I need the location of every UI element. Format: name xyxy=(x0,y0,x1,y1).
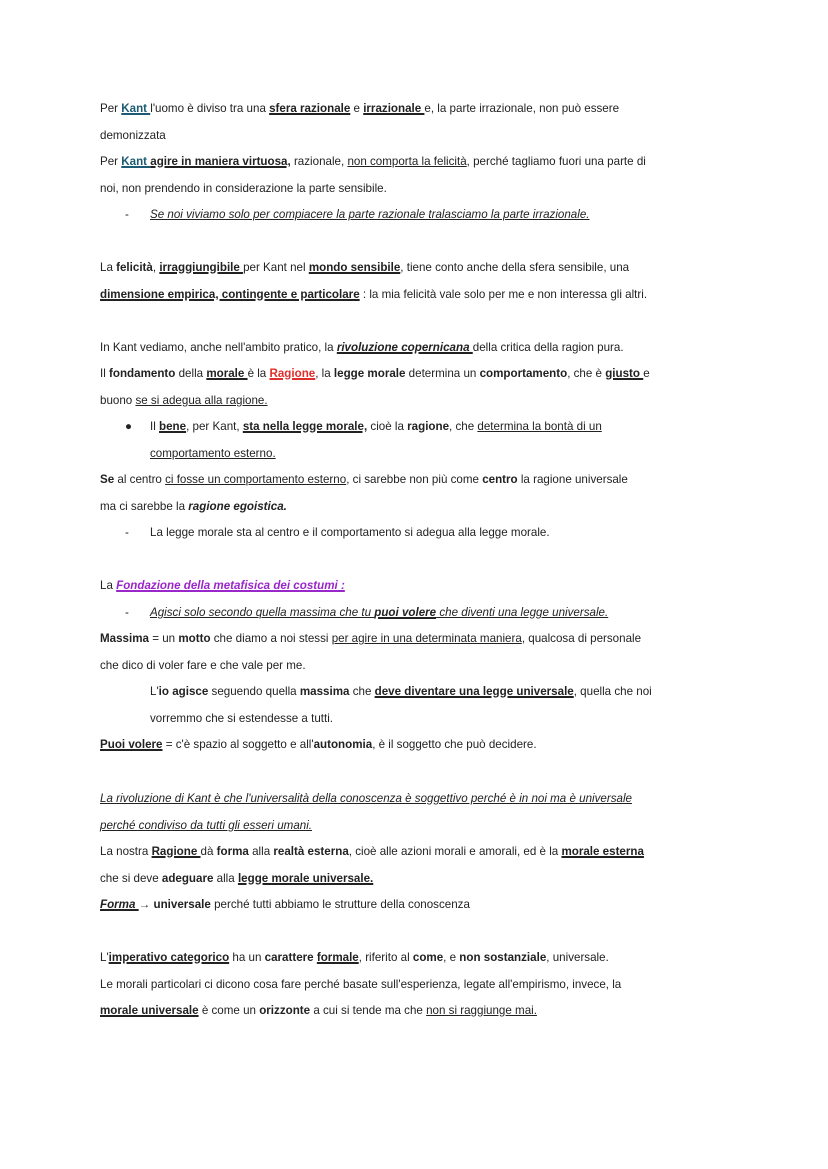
paragraph-line: buono se si adegua alla ragione. xyxy=(100,394,268,407)
paragraph-line: L'imperativo categorico ha un carattere formale, riferito al come, e non sostanziale, universale. xyxy=(100,951,609,964)
paragraph-line: demonizzata xyxy=(100,129,166,142)
paragraph-line: perché condiviso da tutti gli esseri umani. xyxy=(100,819,313,832)
paragraph-line: Il fondamento della morale è la Ragione, la legge morale determina un comportamento, che è giusto e xyxy=(100,367,650,380)
bullet-dot: ● xyxy=(125,420,133,433)
dash-list-item: - La legge morale sta al centro e il comportamento si adegua alla legge morale. xyxy=(125,526,550,539)
arrow-right-icon: → xyxy=(138,898,154,911)
paragraph-line: che dico di voler fare e che vale per me. xyxy=(100,659,306,672)
paragraph-line: che si deve adeguare alla legge morale universale. xyxy=(100,872,374,885)
paragraph-line: Massima = un motto che diamo a noi stessi per agire in una determinata maniera, qualcosa di personale xyxy=(100,632,642,645)
paragraph-line: In Kant vediamo, anche nell'ambito pratico, la rivoluzione copernicana della critica della ragion pura. xyxy=(100,341,624,354)
section-heading: La Fondazione della metafisica dei costumi : xyxy=(100,579,345,592)
paragraph-line: morale universale è come un orizzonte a cui si tende ma che non si raggiunge mai. xyxy=(100,1004,537,1017)
dash-bullet: - xyxy=(125,526,129,539)
paragraph-line: Forma → universale perché tutti abbiamo le strutture della conoscenza xyxy=(100,898,470,911)
indented-line: vorremmo che si estendesse a tutti. xyxy=(150,712,334,725)
paragraph-line: La nostra Ragione dà forma alla realtà esterna, cioè alle azioni morali e amorali, ed è la morale esterna xyxy=(100,845,644,858)
dash-bullet: - xyxy=(125,208,129,221)
paragraph-line: noi, non prendendo in considerazione la parte sensibile. xyxy=(100,182,387,195)
paragraph-line: Puoi volere = c'è spazio al soggetto e all'autonomia, è il soggetto che può decidere. xyxy=(100,738,537,751)
dash-list-item: - Agisci solo secondo quella massima che tu puoi volere che diventi una legge universale. xyxy=(125,606,609,619)
paragraph-line: Le morali particolari ci dicono cosa fare perché basate sull'esperienza, legate all'empirismo, invece, la xyxy=(100,978,622,991)
paragraph-line: ma ci sarebbe la ragione egoistica. xyxy=(100,500,287,513)
paragraph-line: dimensione empirica, contingente e particolare : la mia felicità vale solo per me e non interessa gli altri. xyxy=(100,288,648,301)
dash-list-item: - Se noi viviamo solo per compiacere la parte razionale tralasciamo la parte irrazionale. xyxy=(125,208,590,221)
paragraph-line: Se al centro ci fosse un comportamento esterno, ci sarebbe non più come centro la ragione universale xyxy=(100,473,628,486)
bullet-list-item: ● Il bene, per Kant, sta nella legge morale, cioè la ragione, che determina la bontà di un xyxy=(125,420,602,433)
paragraph-line: La rivoluzione di Kant è che l'universalità della conoscenza è soggettivo perché è in noi ma è universale xyxy=(100,792,632,805)
dash-bullet: - xyxy=(125,606,129,619)
bullet-list-item-continued: comportamento esterno. xyxy=(150,447,276,460)
paragraph-line: Per Kant l'uomo è diviso tra una sfera razionale e irrazionale e, la parte irrazionale, non può essere xyxy=(100,102,620,115)
indented-line: L'io agisce seguendo quella massima che deve diventare una legge universale, quella che noi xyxy=(150,685,652,698)
paragraph-line: La felicità, irraggiungibile per Kant nel mondo sensibile, tiene conto anche della sfera sensibile, una xyxy=(100,261,630,274)
paragraph-line: Per Kant agire in maniera virtuosa, razionale, non comporta la felicità, perché tagliamo fuori una parte di xyxy=(100,155,646,168)
